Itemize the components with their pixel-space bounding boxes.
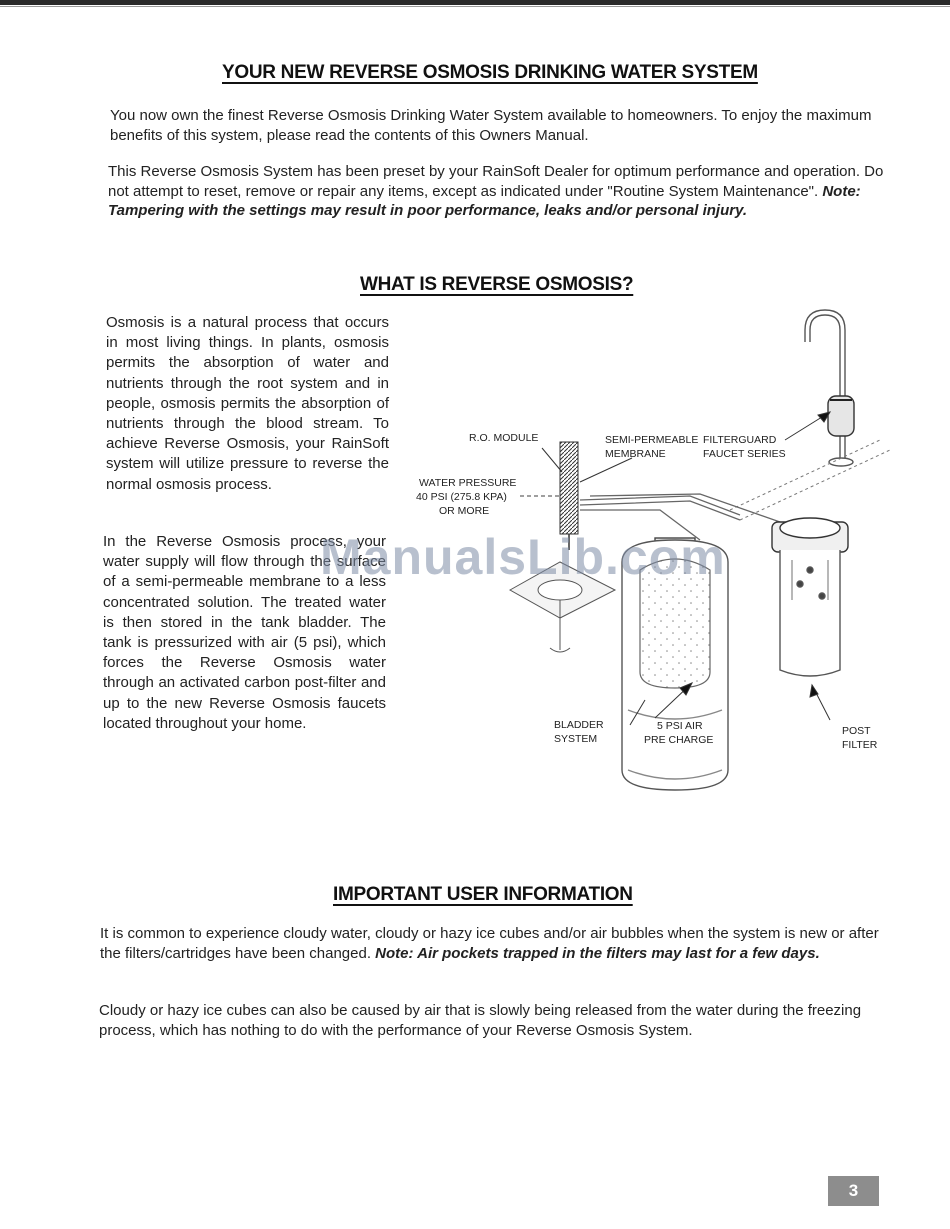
label-air-1: 5 PSI AIR [657, 720, 703, 732]
page-number: 3 [828, 1176, 879, 1206]
preset-text: This Reverse Osmosis System has been preset by your RainSoft Dealer for optimum performance and operation. Do not attempt to reset, remove or repair any items, except as indicated under "Routine System Maintenance". [108, 163, 884, 200]
label-pressure-3: OR MORE [439, 505, 490, 517]
label-post-2: FILTER [842, 739, 878, 751]
label-bladder-1: BLADDER [554, 719, 604, 731]
osmosis-paragraph: Osmosis is a natural process that occurs in most living things. In plants, osmosis permits the absorption of water and nutrients through the root system and in people, osmosis permits the absorption of nutrients through the blood stream. To achieve Reverse Osmosis, your RainSoft system will utilize pressure to reverse the normal osmosis process. [106, 314, 389, 493]
label-faucet-1: FILTERGUARD [703, 434, 777, 446]
heading-new-system: YOUR NEW REVERSE OSMOSIS DRINKING WATER SYSTEM [222, 62, 758, 83]
air-pockets-note: Note: Air pockets trapped in the filters may last for a few days. [375, 944, 820, 962]
ro-process-paragraph: In the Reverse Osmosis process, your water supply will flow through the surface of a semi-permeable membrane to a less concentrated solution. The treated water is then stored in the tank bladder. The tank is pressurized with air (5 psi), which forces the Reverse Osmosis water through an activated carbon post-filter and up to the new Reverse Osmosis faucets located throughout your home. [103, 533, 386, 732]
label-post-1: POST [842, 725, 871, 737]
label-membrane-1: SEMI-PERMEABLE [605, 434, 699, 446]
label-pressure-1: WATER PRESSURE [419, 477, 517, 489]
hazy-ice-paragraph: Cloudy or hazy ice cubes can also be caused by air that is slowly being released from the water during the freezing process, which has nothing to do with the performance of your Reverse Osmosis System. [99, 1002, 862, 1039]
label-air-2: PRE CHARGE [644, 734, 714, 746]
label-pressure-2: 40 PSI (275.8 KPA) [416, 491, 507, 503]
label-bladder-2: SYSTEM [554, 733, 598, 745]
label-membrane-2: MEMBRANE [605, 448, 666, 460]
preset-paragraph [108, 162, 894, 221]
post-filter-icon [772, 518, 848, 676]
intro-paragraph: You now own the finest Reverse Osmosis Drinking Water System available to homeowners. To enjoy the maximum benefits of this system, please read the contents of this Owners Manual. [110, 107, 872, 144]
cloudy-text: It is common to experience cloudy water, cloudy or hazy ice cubes and/or air bubbles when the system is new or after the filters/cartridges have been changed. [100, 925, 879, 962]
label-ro-module: R.O. MODULE [469, 432, 539, 444]
cloudy-water-paragraph [100, 924, 886, 963]
watermark: ManualsLib.com [320, 529, 726, 585]
top-border [0, 0, 950, 5]
label-faucet-2: FAUCET SERIES [703, 448, 786, 460]
tampering-note: Note: Tampering with the settings may result in poor performance, leaks and/or personal injury. [108, 182, 861, 219]
top-border-thin [0, 6, 950, 7]
heading-user-info: IMPORTANT USER INFORMATION [333, 884, 633, 905]
faucet-icon [730, 310, 890, 520]
heading-what-is-ro: WHAT IS REVERSE OSMOSIS? [360, 274, 634, 295]
